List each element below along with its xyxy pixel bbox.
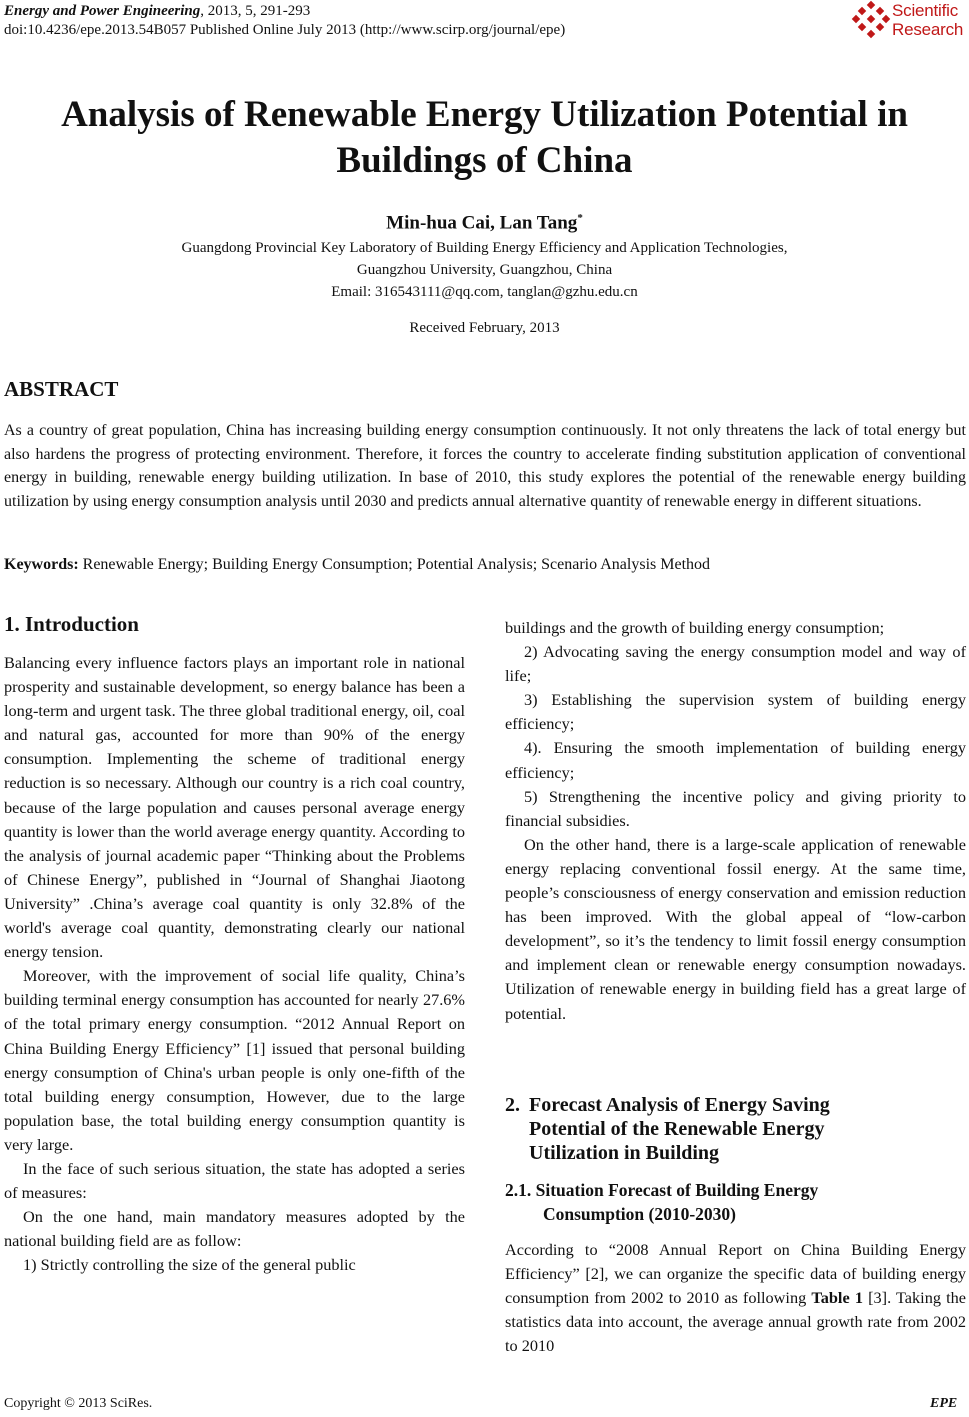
paragraph: 5) Strengthening the incentive policy and giving priority to financial subsidies. xyxy=(505,786,966,830)
section-2-line-3: Utilization in Building xyxy=(529,1142,720,1164)
section-number: 2. xyxy=(505,1094,520,1116)
table-reference: Table 1 xyxy=(811,1288,863,1308)
paper-title xyxy=(0,92,969,184)
paragraph: 2) Advocating saving the energy consumption model and way of life; xyxy=(505,642,966,686)
left-column xyxy=(4,651,465,1277)
paragraph: Balancing every influence factors plays an important role in national prosperity and sustainable development, so energy balance has been a long-term and urgent task. The three global traditional energy, oil, coal and natural gas, accounted for more than 90% of the energy consumption. Implementing the scheme of traditional energy reduction is so necessary. Although our country is a rich coal country, because of the large population and causes personal average energy quantity is lower than the world average energy quantity. According to the analysis of journal academic paper “Thinking about the Problems of Chinese Energy”, published in “Journal of Shanghai Jiaotong University” .China’s average coal quantity is only 32.8% of the world's average coal quantity, demonstrating clearly our national energy tension. xyxy=(4,653,465,962)
title-line-1: Analysis of Renewable Energy Utilization Potential in xyxy=(61,94,908,135)
paragraph: In the face of such serious situation, the state has adopted a series of measures: xyxy=(4,1158,465,1203)
paragraph: 1) Strictly controlling the size of the general public xyxy=(23,1255,356,1275)
section-2-line-2: Potential of the Renewable Energy xyxy=(529,1118,825,1140)
author-names: Min-hua Cai, Lan Tang xyxy=(386,212,578,234)
doi-line: doi:10.4236/epe.2013.54B057 Published Online July 2013 (http://www.scirp.org/journal/epe) xyxy=(4,22,566,38)
paragraph: buildings and the growth of building energy consumption; xyxy=(505,618,885,637)
paragraph: Moreover, with the improvement of social life quality, China’s building terminal energy consumption has accounted for nearly 27.6% of the total primary energy consumption. “2012 Annual Report on China Building Energy Efficiency” [1] issued that personal building energy consumption of China's urban people is only one-fifth of the total building energy consumption, However, due to the large population base, the total building energy consumption quantity is very large. xyxy=(4,966,465,1154)
affiliation xyxy=(0,237,969,303)
journal-abbreviation: EPE xyxy=(930,1396,958,1411)
paragraph-text: [3]. Taking the statistics data into account, the average annual growth rate from 2002 to 2010 xyxy=(505,1288,967,1356)
paragraph: On the other hand, there is a large-scale application of renewable energy replacing conventional fossil energy. At the same time, people’s consciousness of energy conservation and emission reduction has been improved. With the global appeal of “low-carbon development”, so it’s the tendency to limit fossil energy consumption and implement clean or renewable energy consumption nowadays. Utilization of renewable energy in building field has a great large of potential. xyxy=(505,834,966,1023)
author-email: Email: 316543111@qq.com, tanglan@gzhu.edu.cn xyxy=(331,284,638,300)
logo-mark-icon xyxy=(850,0,894,40)
subsection-heading-2-1 xyxy=(505,1178,935,1226)
logo-line-1: Scientific xyxy=(892,1,959,20)
title-line-2: Buildings of China xyxy=(336,140,633,181)
affiliation-line-2: Guangzhou University, Guangzhou, China xyxy=(356,262,613,278)
section-heading-2 xyxy=(505,1093,905,1165)
right-column xyxy=(505,616,966,1026)
subsection-line-1: 2.1. Situation Forecast of Building Energy xyxy=(505,1180,819,1200)
paragraph: 3) Establishing the supervision system of building energy efficiency; xyxy=(505,690,966,734)
journal-header xyxy=(4,2,565,40)
keywords-text: Renewable Energy; Building Energy Consumption; Potential Analysis; Scenario Analysis Method xyxy=(78,556,711,573)
publisher-logo xyxy=(850,0,969,42)
logo-text xyxy=(892,1,963,39)
paragraph-text: According to “2008 Annual Report on China Building Energy Efficiency” [2], we can organize the specific data of building energy consumption from 2002 to 2010 as following xyxy=(505,1240,966,1308)
corresponding-mark: * xyxy=(577,212,583,224)
received-date: Received February, 2013 xyxy=(409,320,560,336)
volume-info: , 2013, 5, 291-293 xyxy=(200,3,311,19)
logo-line-2: Research xyxy=(892,20,964,39)
section-heading-introduction: 1. Introduction xyxy=(4,612,139,636)
paragraph: On the one hand, main mandatory measures adopted by the national building field are as follow: xyxy=(4,1207,465,1251)
section-2-line-1: Forecast Analysis of Energy Saving xyxy=(529,1094,830,1116)
authors xyxy=(0,212,969,234)
abstract-heading: ABSTRACT xyxy=(4,377,119,401)
paragraph: 4). Ensuring the smooth implementation of building energy efficiency; xyxy=(505,738,966,782)
journal-name: Energy and Power Engineering xyxy=(4,3,201,19)
abstract-text: As a country of great population, China has increasing building energy consumption continuously. It not only threatens the lack of total energy but also hardens the progress of protecting environment. Therefore, it forces the country to accelerate finding substitution application of conventional energy in building, renewable energy building utilization. In base of 2010, this study explores the potential of the renewable energy building utilization by using energy consumption analysis until 2030 and predicts annual alternative quantity of renewable energy in different situations. xyxy=(4,422,966,510)
affiliation-line-1: Guangdong Provincial Key Laboratory of Building Energy Efficiency and Application Technologies, xyxy=(181,240,788,256)
subsection-line-2: Consumption (2010-2030) xyxy=(543,1204,737,1224)
paragraph xyxy=(505,1238,966,1358)
keywords-label: Keywords: xyxy=(4,556,79,573)
section-2-1-text xyxy=(505,1238,966,1358)
keywords xyxy=(4,556,710,574)
copyright: Copyright © 2013 SciRes. xyxy=(4,1396,153,1411)
